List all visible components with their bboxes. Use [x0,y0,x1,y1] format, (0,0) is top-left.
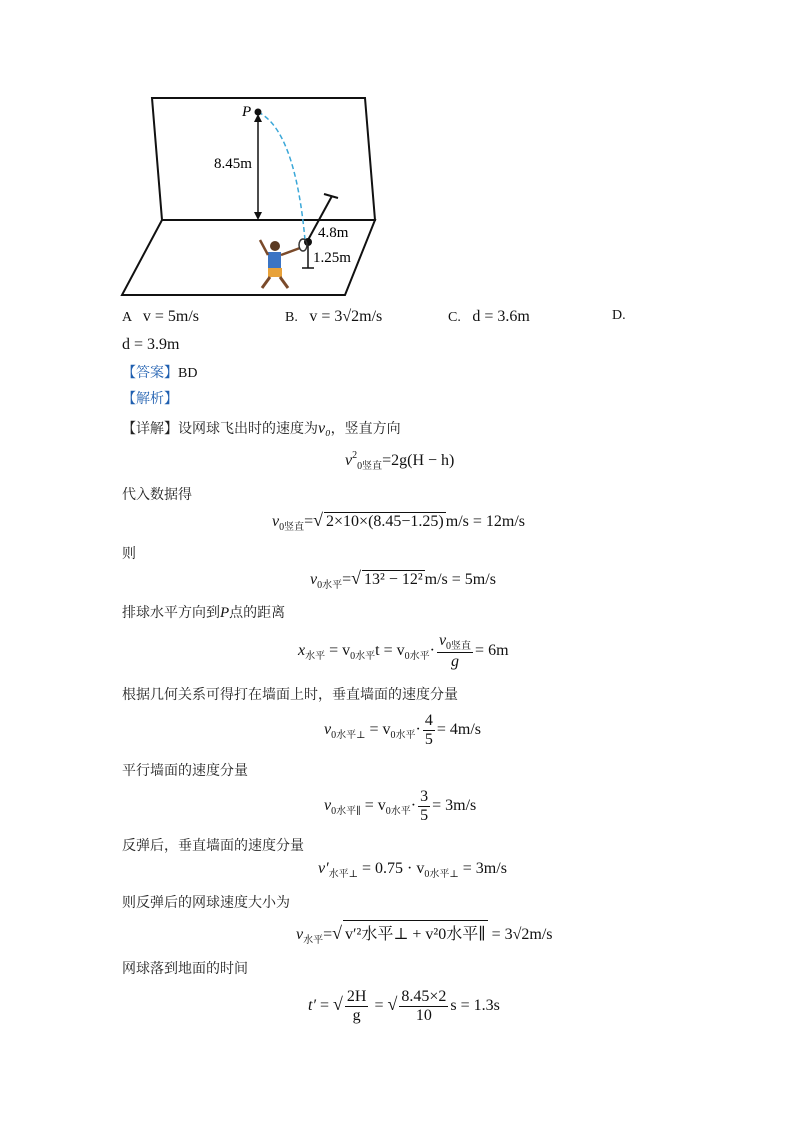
label-throw: 4.8m [318,225,349,241]
eq3-lhs: v [310,571,318,588]
eq7-sub: 水平⊥ [328,869,359,880]
eq9-tail: s = 1.3s [450,996,500,1014]
eq6-num: 3 [420,788,429,805]
step5-text: 平行墙面的速度分量 [122,763,248,779]
detail-intro-text: 设网球飞出时的速度为 [178,421,318,437]
wall-outline [152,98,375,220]
eq2-root: 2×10×(8.45−1.25) [326,513,444,530]
equation-4: $x_{水平} = v_{0水平}t = v_{0水平}\cdot$ $\frac{v_{0竖直}}{g}$ = 6m [298,632,509,670]
option-a-value: v = 5m/s [142,308,199,325]
equation-6: $v_{0水平\parallel} = v_{0水平}\cdot$ $\frac{3}{5}$ = 3m/s [324,788,477,824]
eq2-lhs: v [272,513,280,530]
equation-5: $v_{0水平\perp} = v_{0水平}\cdot$ $\frac{4}{5}$ = 4m/s [324,712,482,748]
eq4-fraction [437,632,473,671]
eq9-num2: 8.45×2 [401,988,447,1005]
step8-text: 网球落到地面的时间 [122,961,248,977]
eq3-tail: m/s = 5m/s [424,571,496,588]
eq3-sub: 0水平 [317,580,343,591]
eq4-tail: = 6m [475,641,509,659]
equation-1 [345,450,454,472]
option-b-label: B. [285,310,298,325]
eq4-mid2: t = v [375,641,405,659]
step4-text: 根据几何关系可得打在墙面上时，垂直墙面的速度分量 [122,687,458,703]
eq4-num-var: v [438,632,447,649]
eq5-tail: = 4m/s [436,720,482,738]
eq4-sub2: 0水平 [350,650,376,662]
eq6-fraction [418,788,430,824]
eq8-radical: √ [332,923,343,943]
answer-value: BD [178,366,198,381]
eq1-sup: 2 [352,450,358,461]
eq3-root: 13² − 12² [364,571,423,588]
eq1-lhs: v [345,452,353,469]
detail-intro-var: v₀ [318,420,331,437]
eq5-sub: 0水平⊥ [331,729,366,741]
step7-text: 则反弹后的网球速度大小为 [122,895,290,911]
eq4-sub3: 0水平 [404,650,430,662]
eq2-radical: √ [313,510,324,530]
step2-text: 则 [122,546,136,562]
eq6-sub: 0水平∥ [331,805,361,817]
eq5-sub2: 0水平 [390,729,416,741]
eq4-num [437,632,473,653]
eq9-lhs: t′ [308,996,316,1014]
eq4-den-var: g [450,653,459,670]
eq9-den2: 10 [415,1006,432,1024]
equation-9: t′ = √ $\frac{2H}{g}$ = √ $\frac{8.45\times 2}{10}$ s = 1.3s [308,988,500,1024]
eq8-root: v′²水平⊥ + v²0水平∥ [343,920,488,944]
eq8-lhs: v [296,926,304,943]
arrow-head-down [254,212,262,220]
eq1-rhs: =2g(H − h) [382,452,455,469]
option-c-value: d = 3.6m [472,308,530,325]
eq8-sub: 水平 [303,935,324,946]
step3-var: P [220,605,230,621]
eq3-radical: √ [351,568,362,588]
eq7-lhs: v′ [318,860,329,877]
answer-tag: 【答案】 [122,365,178,381]
eq7-sub2: 0水平⊥ [424,869,459,880]
eq5-den: 5 [424,730,433,748]
option-d-value: d = 3.9m [122,336,180,353]
eq1-sub: 0竖直 [357,461,383,472]
option-b-value: v = 3√2m/s [309,308,383,325]
eq5-mid: = v [369,720,391,738]
eq9-num1: 2H [346,988,367,1005]
answer-line [122,362,197,382]
step3-tail: 点的距离 [229,605,286,621]
analysis-tag: 【解析】 [122,391,178,407]
eq9-fraction-1 [345,988,369,1024]
eq6-tail: = 3m/s [432,796,477,814]
step1-text: 代入数据得 [122,487,192,503]
detail-intro [122,418,401,438]
eq7-mid: = 0.75 · v [362,860,425,877]
eq6-lhs: v [324,796,332,814]
label-low: 1.25m [313,250,351,266]
eq4-den [437,653,473,671]
eq2-tail: m/s = 12m/s [445,513,526,530]
option-c-label: C. [448,310,461,325]
equation-3: $v_{0水平}=√$ 13² − 12² m/s = 5m/s [310,568,496,591]
step3-line [122,602,285,622]
option-a-label: A [122,310,132,325]
eq7-tail: = 3m/s [462,860,507,877]
eq9-fraction-2 [399,988,448,1024]
step3-text: 排球水平方向到 [122,605,220,621]
arrow-head-up [254,114,262,122]
eq9-radical-1: √ [332,993,343,1014]
physics-figure [110,90,400,300]
detail-tag: 【详解】 [122,421,178,437]
detail-intro-tail: ，竖直方向 [330,421,401,437]
eq5-fraction [423,712,435,748]
eq6-mid: = v [364,796,386,814]
eq8-tail: = 3√2m/s [491,926,553,943]
eq4-mid: = v [329,641,351,659]
eq9-den1: g [352,1006,361,1024]
eq2-sub: 0竖直 [279,522,305,533]
eq6-den: 5 [420,806,429,824]
equation-8: $v_{水平}=√$ v′²水平⊥ + v²0水平∥ = 3√2m/s [296,920,553,946]
option-c [448,308,530,326]
equation-2: $v_{0竖直}=√$ 2×10×(8.45−1.25) m/s = 12m/s [272,510,526,533]
option-b [285,308,382,326]
eq4-lhs: x [298,641,306,659]
label-p: P [242,104,252,120]
eq6-sub2: 0水平 [385,805,411,817]
player-figure [260,239,307,288]
eq5-num: 4 [424,712,433,729]
eq4-sub: 水平 [305,650,326,662]
eq9-radical-2: √ [387,993,398,1014]
option-a [122,308,199,326]
step6-text: 反弹后，垂直墙面的速度分量 [122,838,304,854]
eq5-lhs: v [324,720,332,738]
equation-7 [318,860,507,880]
option-d-label: D. [612,308,626,323]
label-height: 8.45m [214,156,252,172]
eq4-num-sub: 0竖直 [446,641,472,652]
